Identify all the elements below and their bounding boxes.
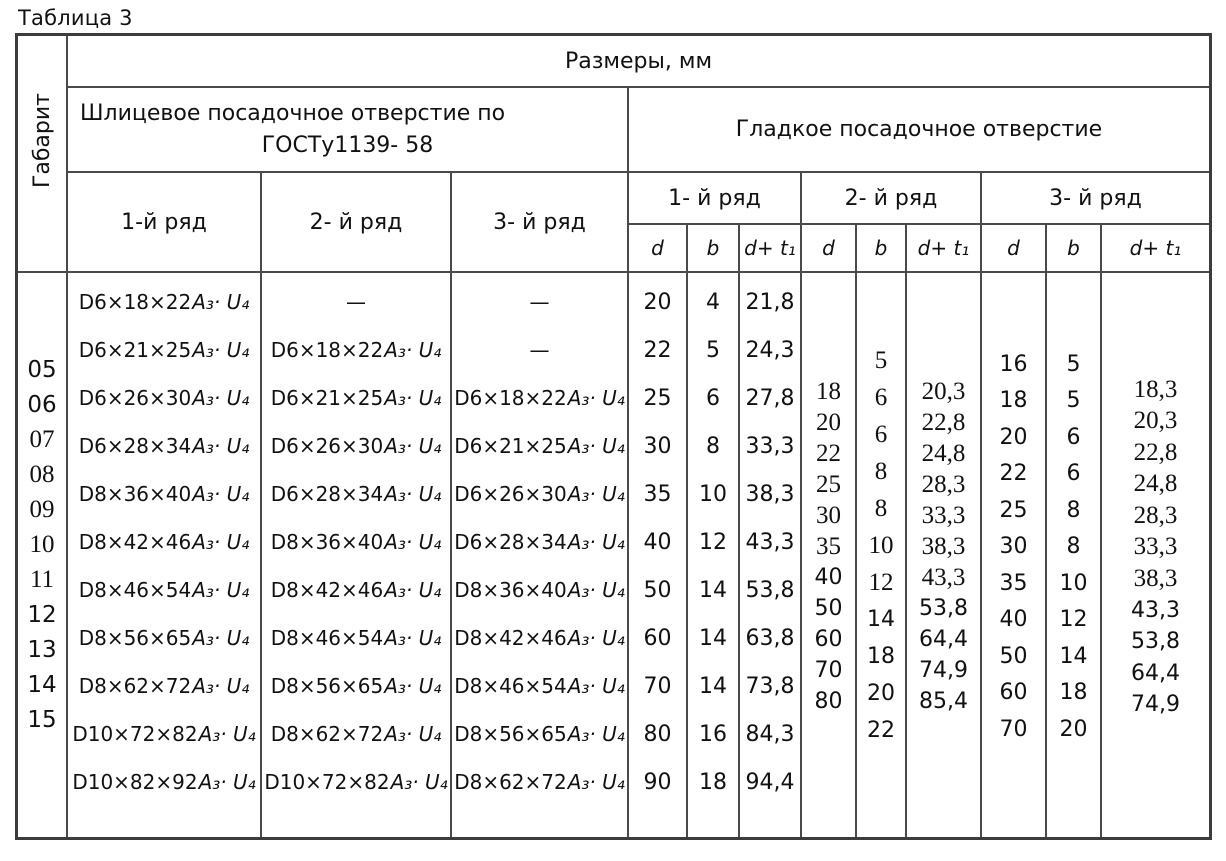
value-cell: 24,3 [745, 337, 795, 363]
spline-designation: D8×56×65 A₃· U₄ [454, 722, 625, 746]
empty-dash: — [529, 290, 550, 314]
value-cell: 25 [643, 385, 672, 411]
empty-dash: — [529, 338, 550, 362]
value-cell: 53,8 [919, 596, 968, 621]
ryad1-d-column [629, 273, 688, 837]
value-cell: 20 [1059, 716, 1088, 742]
value-cell: 20 [999, 424, 1028, 450]
value-cell: 18 [1059, 680, 1088, 706]
value-cell: 5 [1066, 388, 1081, 414]
value-cell: 43,3 [745, 529, 795, 555]
spline-section-title [68, 88, 629, 173]
value-cell: 14 [699, 673, 727, 699]
spline-designation: D6×18×22 A₃· U₄ [270, 338, 442, 362]
value-cell: 43,3 [1131, 597, 1180, 623]
value-cell: 8 [706, 433, 720, 459]
spline-designation: D8×42×46 A₃· U₄ [78, 530, 250, 554]
value-cell: 8 [1066, 534, 1081, 560]
value-cell: 16 [699, 721, 727, 747]
value-cell: 21,8 [745, 289, 795, 315]
value-cell: 30 [643, 433, 672, 459]
value-cell: 70 [999, 716, 1028, 742]
spline-designation: D8×46×54 A₃· U₄ [454, 674, 625, 698]
spline-designation: D8×42×46 A₃· U₄ [270, 578, 442, 602]
value-cell: 38,3 [1133, 564, 1178, 592]
value-cell: 5 [874, 346, 888, 374]
spline-ryad-2-label: 2- й ряд [262, 173, 452, 273]
value-cell: 18 [816, 377, 841, 405]
ryad3-dt1-column [1102, 273, 1209, 837]
value-cell: 22 [643, 337, 672, 363]
value-cell: 18 [999, 388, 1028, 414]
value-cell: 12 [699, 529, 727, 555]
value-cell: 28,3 [1133, 501, 1178, 529]
value-cell: 14 [699, 625, 727, 651]
value-cell: 25 [999, 497, 1028, 523]
value-cell: 27,8 [745, 385, 795, 411]
spline-designation: D10×82×92 A₃· U₄ [72, 770, 256, 794]
subheader-b-ryad3: b [1047, 225, 1102, 273]
spline-designation: D8×62×72 A₃· U₄ [270, 722, 442, 746]
value-cell: 20,3 [1133, 407, 1178, 435]
value-cell: 18 [867, 644, 895, 669]
subheader-d-ryad2: d [802, 225, 857, 273]
value-cell: 70 [814, 658, 843, 683]
value-cell: 60 [814, 627, 843, 652]
value-cell: 20 [643, 289, 672, 315]
ryad1-dt1-column [740, 273, 802, 837]
gabarit-header-label: Габарит [29, 92, 55, 189]
spline-designation: D6×21×25 A₃· U₄ [78, 338, 250, 362]
gabarit-header-cell [18, 36, 68, 273]
value-cell: 13 [27, 636, 57, 663]
value-cell: 14 [867, 607, 895, 632]
spline-section-title-line2: ГОСТу1139- 58 [261, 133, 434, 158]
value-cell: 22 [999, 461, 1028, 487]
value-cell: 38,3 [921, 532, 966, 560]
smooth-section-title [629, 88, 1209, 173]
value-cell: 80 [814, 689, 843, 714]
spline-designation: D8×62×72 A₃· U₄ [454, 770, 625, 794]
spline-designation: D10×72×82 A₃· U₄ [264, 770, 448, 794]
subheader-b-ryad1: b [688, 225, 740, 273]
value-cell: 64,4 [1131, 660, 1180, 686]
value-cell: 25 [816, 470, 841, 498]
smooth-ryad-3-label: 3- й ряд [982, 173, 1209, 225]
spline-ryad-1-label: 1-й ряд [68, 173, 262, 273]
subheader-d-ryad3: d [982, 225, 1047, 273]
spline-designation: D8×42×46 A₃· U₄ [454, 626, 625, 650]
value-cell: 35 [643, 481, 672, 507]
spline-ryad-1-column [68, 273, 262, 837]
value-cell: 14 [699, 577, 727, 603]
smooth-ryad-2-label: 2- й ряд [802, 173, 982, 225]
subheader-dt1-ryad1: d+ t₁ [740, 225, 802, 273]
header-razmery-mm [68, 36, 1209, 88]
value-cell: 5 [1066, 351, 1081, 377]
smooth-ryad-1-label: 1- й ряд [629, 173, 802, 225]
value-cell: 63,8 [745, 625, 795, 651]
value-cell: 22 [816, 439, 841, 467]
value-cell: 74,9 [1131, 692, 1180, 718]
spline-designation: D6×18×22 A₃· U₄ [454, 386, 625, 410]
value-cell: 4 [706, 289, 720, 315]
value-cell: 10 [1059, 570, 1088, 596]
value-cell: 20,3 [921, 377, 966, 405]
empty-dash: — [346, 290, 366, 314]
spline-designation: D8×46×54 A₃· U₄ [270, 626, 442, 650]
value-cell: 6 [706, 385, 720, 411]
value-cell: 50 [814, 596, 843, 621]
value-cell: 53,8 [745, 577, 795, 603]
value-cell: 80 [643, 721, 672, 747]
header-razmery-label: Размеры, мм [564, 48, 713, 74]
value-cell: 84,3 [745, 721, 795, 747]
value-cell: 30 [999, 534, 1028, 560]
value-cell: 33,3 [1133, 533, 1178, 561]
spline-designation: D6×28×34 A₃· U₄ [270, 482, 442, 506]
value-cell: 60 [999, 680, 1028, 706]
subheader-b-ryad2: b [857, 225, 907, 273]
value-cell: 64,4 [919, 627, 968, 652]
spline-designation: D6×26×30 A₃· U₄ [78, 386, 250, 410]
value-cell: 12 [868, 568, 894, 596]
value-cell: 8 [1066, 497, 1081, 523]
value-cell: 73,8 [745, 673, 795, 699]
ryad2-dt1-column [907, 273, 982, 837]
value-cell: 10 [29, 530, 55, 558]
value-cell: 40 [814, 565, 843, 590]
subheader-dt1-ryad2: d+ t₁ [907, 225, 982, 273]
value-cell: 11 [29, 565, 55, 593]
spline-designation: D8×56×65 A₃· U₄ [78, 626, 250, 650]
value-cell: 09 [29, 495, 55, 523]
value-cell: 6 [1066, 424, 1081, 450]
value-cell: 60 [643, 625, 672, 651]
ryad3-d-column [982, 273, 1047, 837]
value-cell: 74,9 [919, 658, 968, 683]
subheader-dt1-ryad3: d+ t₁ [1102, 225, 1209, 273]
spline-designation: D8×62×72 A₃· U₄ [78, 674, 250, 698]
ryad3-b-column [1047, 273, 1102, 837]
value-cell: 10 [868, 531, 894, 559]
spline-designation: D8×56×65 A₃· U₄ [270, 674, 442, 698]
value-cell: 22,8 [1133, 438, 1178, 466]
spline-designation: D10×72×82 A₃· U₄ [72, 722, 256, 746]
spline-ryad-3-column [452, 273, 629, 837]
value-cell: 12 [1059, 607, 1088, 633]
value-cell: 33,3 [921, 501, 966, 529]
spline-designation: D6×18×22 A₃· U₄ [78, 290, 250, 314]
dimensions-table [15, 33, 1212, 840]
value-cell: 14 [27, 671, 57, 698]
value-cell: 05 [27, 356, 57, 383]
value-cell: 35 [816, 532, 841, 560]
value-cell: 5 [706, 337, 720, 363]
value-cell: 12 [27, 601, 57, 628]
value-cell: 6 [874, 383, 888, 411]
ryad2-d-column [802, 273, 857, 837]
spline-designation: D6×26×30 A₃· U₄ [454, 482, 625, 506]
value-cell: 43,3 [921, 563, 966, 591]
table-caption: Таблица 3 [18, 6, 133, 30]
value-cell: 18 [699, 769, 727, 795]
spline-designation: D6×26×30 A₃· U₄ [270, 434, 442, 458]
smooth-section-title-label: Гладкое посадочное отверстие [735, 117, 1103, 142]
value-cell: 06 [27, 391, 57, 418]
spline-designation: D8×46×54 A₃· U₄ [78, 578, 250, 602]
value-cell: 20 [867, 681, 895, 706]
ryad1-b-column [688, 273, 740, 837]
value-cell: 33,3 [745, 433, 795, 459]
spline-designation: D6×28×34 A₃· U₄ [78, 434, 250, 458]
value-cell: 10 [699, 481, 727, 507]
value-cell: 40 [999, 607, 1028, 633]
spline-designation: D6×21×25 A₃· U₄ [454, 434, 625, 458]
spline-designation: D8×36×40 A₃· U₄ [270, 530, 442, 554]
spline-section-title-line1: Шлицевое посадочное отверстие по [80, 101, 506, 126]
subheader-d-ryad1: d [629, 225, 688, 273]
value-cell: 8 [874, 494, 888, 522]
value-cell: 90 [643, 769, 672, 795]
value-cell: 40 [643, 529, 672, 555]
spline-designation: D8×36×40 A₃· U₄ [78, 482, 250, 506]
spline-designation: D8×36×40 A₃· U₄ [454, 578, 625, 602]
value-cell: 8 [874, 457, 888, 485]
value-cell: 15 [27, 706, 57, 733]
value-cell: 22 [867, 718, 895, 743]
value-cell: 85,4 [919, 689, 968, 714]
value-cell: 6 [1066, 461, 1081, 487]
value-cell: 18,3 [1133, 375, 1178, 403]
value-cell: 35 [999, 570, 1028, 596]
value-cell: 53,8 [1131, 629, 1180, 655]
value-cell: 14 [1059, 643, 1088, 669]
value-cell: 6 [874, 420, 888, 448]
value-cell: 24,8 [921, 439, 966, 467]
spline-designation: D6×28×34 A₃· U₄ [454, 530, 625, 554]
value-cell: 38,3 [745, 481, 795, 507]
value-cell: 70 [643, 673, 672, 699]
value-cell: 20 [816, 408, 841, 436]
value-cell: 22,8 [921, 408, 966, 436]
value-cell: 30 [816, 501, 841, 529]
value-cell: 16 [999, 351, 1028, 377]
value-cell: 08 [29, 460, 55, 488]
spline-ryad-2-column [262, 273, 452, 837]
value-cell: 50 [999, 643, 1028, 669]
spline-ryad-3-label: 3- й ряд [452, 173, 629, 273]
value-cell: 28,3 [921, 470, 966, 498]
value-cell: 07 [29, 425, 55, 453]
value-cell: 24,8 [1133, 470, 1178, 498]
spline-designation: D6×21×25 A₃· U₄ [270, 386, 442, 410]
value-cell: 50 [643, 577, 672, 603]
ryad2-b-column [857, 273, 907, 837]
value-cell: 94,4 [745, 769, 795, 795]
gabarit-values-column [18, 273, 68, 837]
